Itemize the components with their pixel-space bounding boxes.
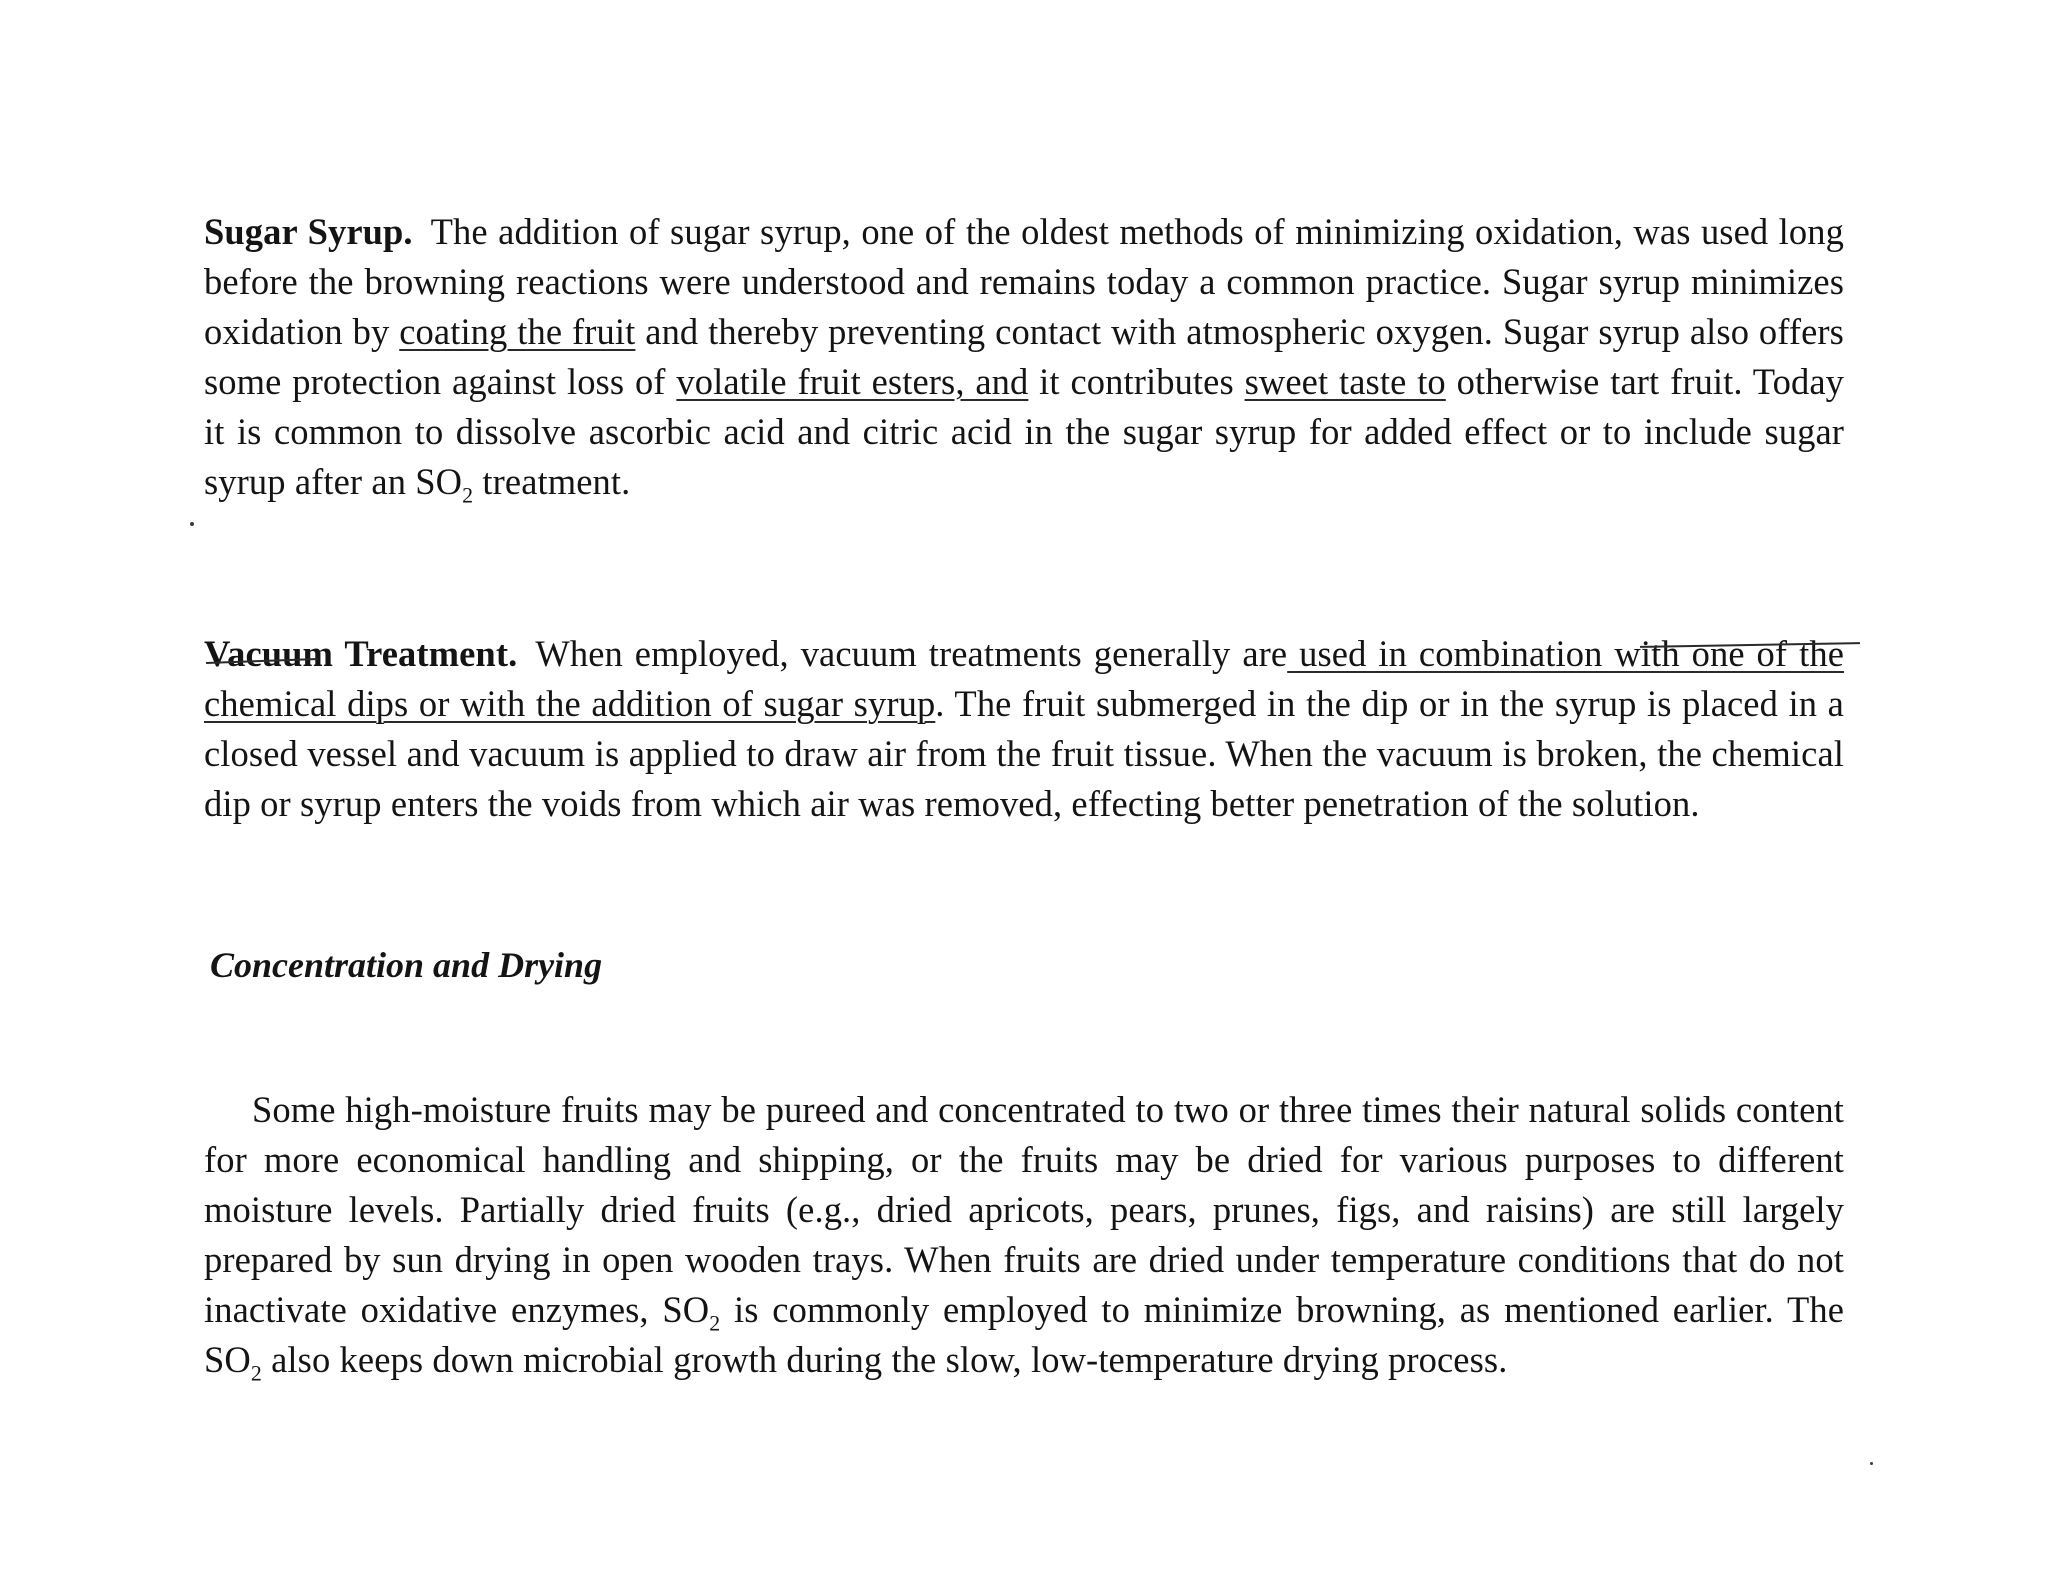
concentration-text: is commonly employed to minimize browning, as mentioned earlier. The SO bbox=[204, 1288, 1844, 1380]
section-heading: Concentration and Drying bbox=[210, 945, 603, 985]
pen-dot bbox=[190, 522, 194, 526]
handwritten-underline: coating the fruit bbox=[399, 310, 636, 352]
subscript: 2 bbox=[250, 1359, 262, 1385]
handwritten-underline: sweet taste to bbox=[1244, 360, 1446, 402]
sugar-syrup-paragraph bbox=[204, 207, 1844, 507]
vacuum-treatment-text: When employed, vacuum treatments generally are bbox=[535, 632, 1288, 674]
concentration-text: Some high-moisture fruits may be pureed and concentrated to two or three times their natural solids content for more economical handling and shipping, or the fruits may be dried for various purposes to different moisture levels. Partially dried fruits (e.g., dried apricots, pears, prunes, figs, and raisins) are still largely prepared by sun drying in open wooden trays. When fruits are dried under temperature conditions that do not inactivate oxidative enzymes, SO bbox=[204, 1088, 1844, 1330]
subscript: 2 bbox=[709, 1309, 721, 1335]
sugar-syrup-text: treatment. bbox=[473, 460, 631, 502]
pen-dot bbox=[1870, 1462, 1873, 1465]
vacuum-treatment-heading: Vacuum Treatment. bbox=[204, 632, 518, 674]
vacuum-treatment-paragraph bbox=[204, 629, 1844, 829]
sugar-syrup-text: it contributes bbox=[1028, 360, 1245, 402]
concentration-text: also keeps down microbial growth during the slow, low-temperature drying process. bbox=[261, 1338, 1508, 1380]
sugar-syrup-heading: Sugar Syrup. bbox=[204, 210, 413, 252]
sugar-syrup-text: The addition of sugar syrup, one of the oldest methods of minimizing oxidation, was used long before the browning reactions were understood and remains today a common practice. Sugar syrup minimizes oxidation by bbox=[204, 210, 1844, 352]
subscript: 2 bbox=[462, 481, 474, 507]
handwritten-underline: volatile fruit esters, and bbox=[676, 360, 1029, 402]
sugar-syrup-text: otherwise tart fruit. Today it is common to dissolve ascorbic acid and citric acid in the sugar syrup for added effect or to include sugar syrup after an SO bbox=[204, 360, 1844, 502]
sugar-syrup-text: and thereby preventing contact with atmospheric oxygen. Sugar syrup also offers some protection against loss of bbox=[204, 310, 1844, 402]
handwritten-underline: used in combination with one of the chemical dips or with the addition of sugar syrup bbox=[204, 632, 1844, 724]
concentration-paragraph bbox=[204, 1085, 1844, 1385]
vacuum-treatment-text: . The fruit submerged in the dip or in the syrup is placed in a closed vessel and vacuum is applied to draw air from the fruit tissue. When the vacuum is broken, the chemical dip or syrup enters the voids from which air was removed, effecting better penetration of the solution. bbox=[204, 682, 1844, 824]
